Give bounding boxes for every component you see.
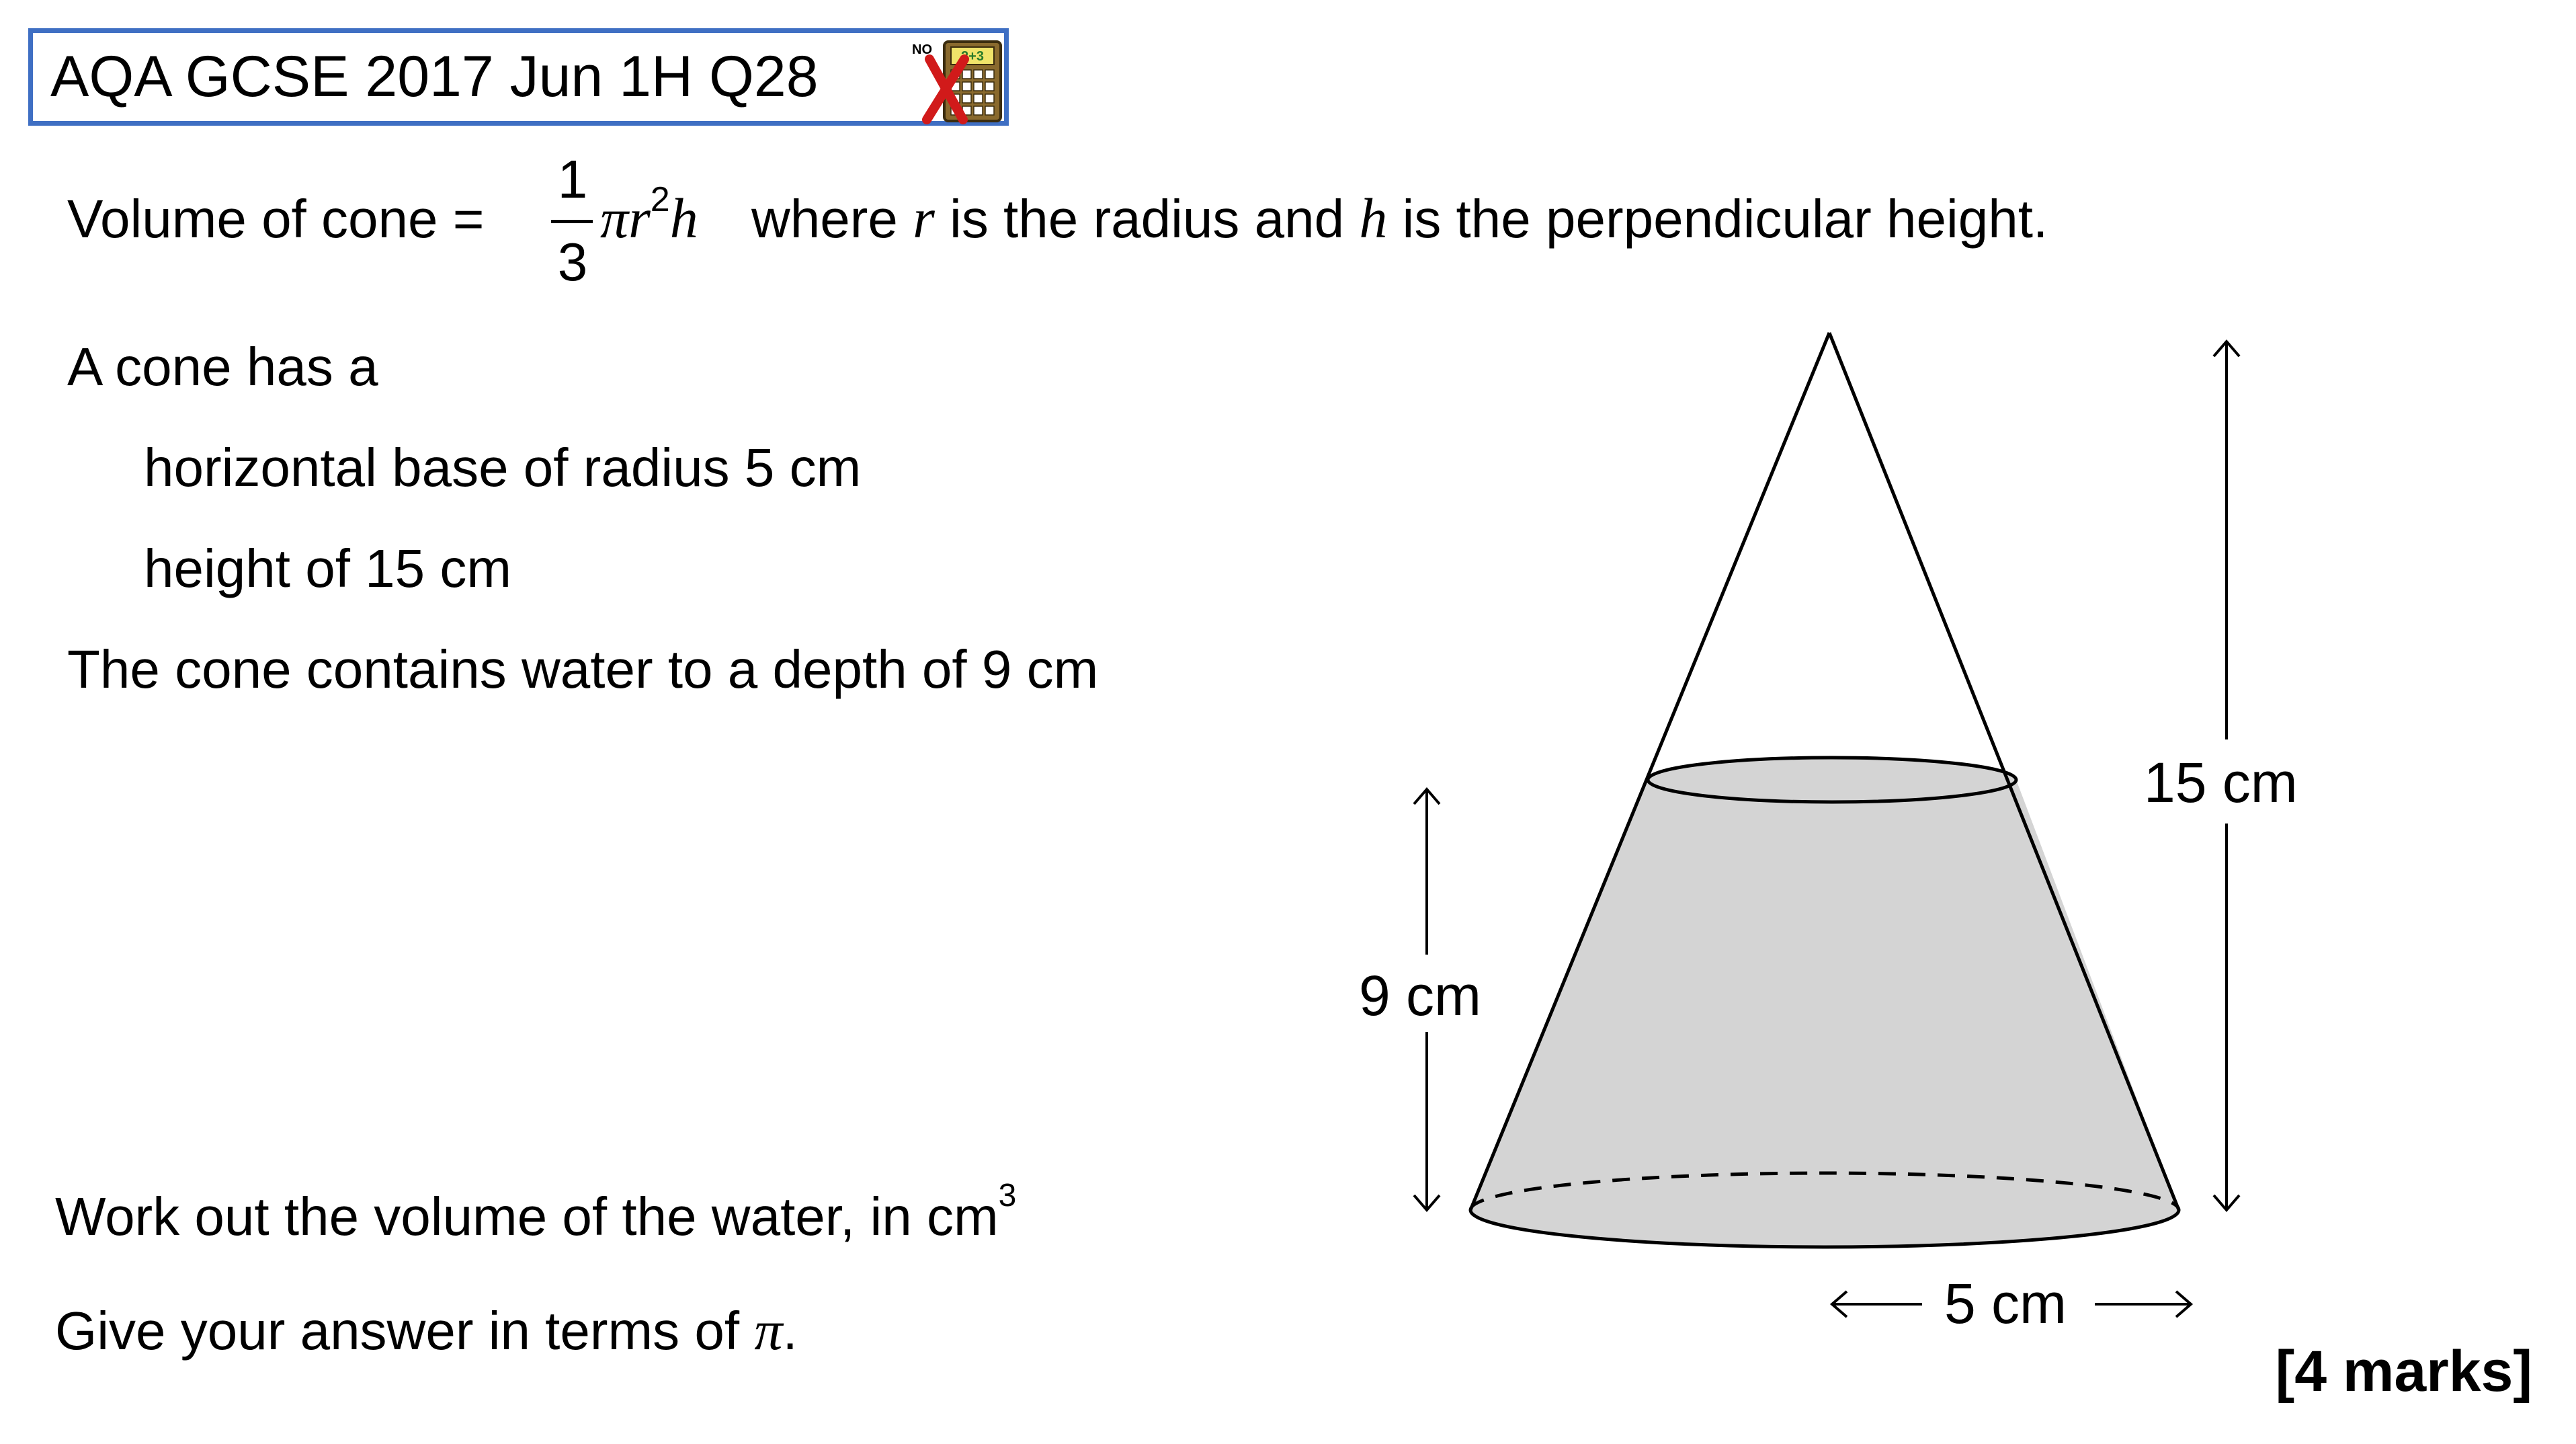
expression-pi-r: πr: [600, 188, 651, 250]
give-answer-text: Give your answer in terms of: [55, 1301, 755, 1361]
formula-prefix: Volume of cone =: [67, 189, 485, 249]
work-out-text: Work out the volume of the water, in cm: [55, 1187, 999, 1246]
where-h: h: [1359, 188, 1388, 250]
work-out-power: 3: [998, 1177, 1017, 1213]
fraction-denominator: 3: [557, 232, 588, 292]
cone-intro: A cone has a: [67, 337, 378, 397]
question-title: AQA GCSE 2017 Jun 1H Q28: [50, 44, 819, 109]
where-part-2: is the radius and: [934, 189, 1360, 249]
expression-h: h: [669, 188, 698, 250]
cone-base-line: horizontal base of radius 5 cm: [144, 438, 862, 497]
marks-label: [4 marks]: [2275, 1339, 2532, 1404]
water-depth-line: The cone contains water to a depth of 9 cm: [67, 639, 1099, 699]
give-answer-pi: π: [754, 1299, 783, 1362]
give-answer-end: .: [782, 1301, 798, 1361]
water-surface-ellipse: [1648, 758, 2016, 802]
where-r: r: [913, 188, 935, 250]
calc-no-badge: NO: [912, 42, 932, 57]
expression-power: 2: [650, 180, 670, 219]
depth-label: 9 cm: [1359, 964, 1482, 1027]
where-part-3: is the perpendicular height.: [1387, 189, 2048, 249]
where-part-1: where: [751, 189, 913, 249]
radius-label: 5 cm: [1944, 1272, 2067, 1335]
calc-display-text: 2+3: [961, 49, 984, 64]
fraction-numerator: 1: [557, 149, 588, 209]
cone-height-line: height of 15 cm: [144, 538, 511, 598]
height-label: 15 cm: [2144, 751, 2298, 814]
water-fill: [1470, 780, 2179, 1247]
